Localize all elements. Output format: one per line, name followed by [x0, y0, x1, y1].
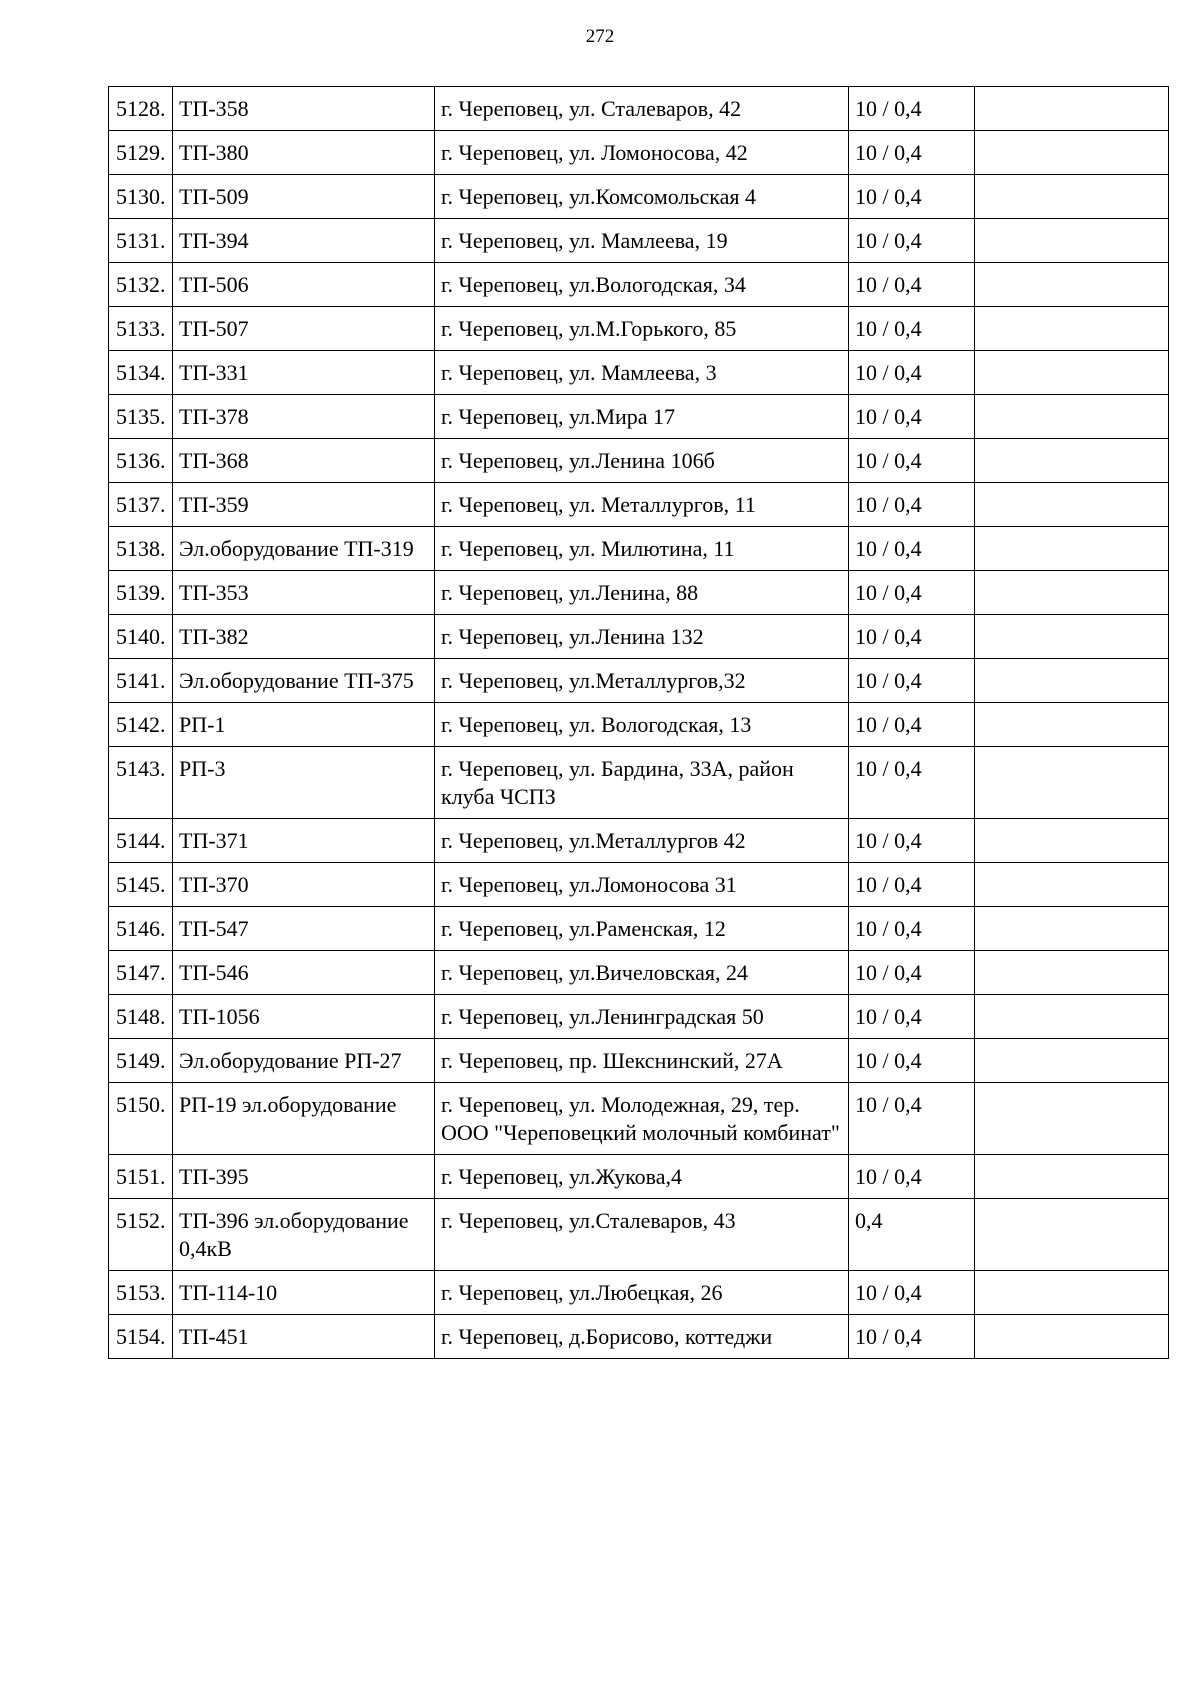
table-row [109, 1155, 1169, 1199]
table-row [109, 175, 1169, 219]
extra-cell [975, 1315, 1169, 1359]
object-name-cell: ТП-546 [173, 951, 435, 995]
voltage-cell: 10 / 0,4 [849, 263, 975, 307]
object-name-cell: ТП-368 [173, 439, 435, 483]
voltage-cell: 10 / 0,4 [849, 527, 975, 571]
row-number-cell: 5143. [109, 747, 173, 819]
voltage-cell: 10 / 0,4 [849, 747, 975, 819]
table-row [109, 863, 1169, 907]
voltage-cell: 10 / 0,4 [849, 1271, 975, 1315]
object-name-cell: ТП-509 [173, 175, 435, 219]
table-row [109, 747, 1169, 819]
row-number-cell: 5136. [109, 439, 173, 483]
extra-cell [975, 263, 1169, 307]
voltage-cell: 10 / 0,4 [849, 483, 975, 527]
table-row [109, 907, 1169, 951]
row-number-cell: 5140. [109, 615, 173, 659]
row-number-cell: 5129. [109, 131, 173, 175]
page-number: 272 [585, 26, 615, 47]
object-name-cell: ТП-358 [173, 87, 435, 131]
extra-cell [975, 995, 1169, 1039]
register-table [108, 86, 1169, 1359]
row-number-cell: 5147. [109, 951, 173, 995]
address-cell: г. Череповец, ул. Вологодская, 13 [435, 703, 849, 747]
address-cell: г. Череповец, ул.М.Горького, 85 [435, 307, 849, 351]
address-cell: г. Череповец, ул.Ленина, 88 [435, 571, 849, 615]
voltage-cell: 10 / 0,4 [849, 175, 975, 219]
row-number-cell: 5154. [109, 1315, 173, 1359]
voltage-cell: 10 / 0,4 [849, 615, 975, 659]
address-cell: г. Череповец, ул.Ленина 132 [435, 615, 849, 659]
table-row [109, 1199, 1169, 1271]
object-name-cell: Эл.оборудование РП-27 [173, 1039, 435, 1083]
row-number-cell: 5135. [109, 395, 173, 439]
voltage-cell: 10 / 0,4 [849, 995, 975, 1039]
address-cell: г. Череповец, ул. Бардина, 33А, район клуба ЧСПЗ [435, 747, 849, 819]
table-row [109, 571, 1169, 615]
voltage-cell: 10 / 0,4 [849, 1083, 975, 1155]
address-cell: г. Череповец, ул. Молодежная, 29, тер. ООО "Череповецкий молочный комбинат" [435, 1083, 849, 1155]
table-row [109, 951, 1169, 995]
extra-cell [975, 395, 1169, 439]
extra-cell [975, 131, 1169, 175]
extra-cell [975, 907, 1169, 951]
voltage-cell: 10 / 0,4 [849, 907, 975, 951]
row-number-cell: 5144. [109, 819, 173, 863]
object-name-cell: ТП-370 [173, 863, 435, 907]
table-row [109, 263, 1169, 307]
voltage-cell: 10 / 0,4 [849, 863, 975, 907]
extra-cell [975, 951, 1169, 995]
voltage-cell: 10 / 0,4 [849, 87, 975, 131]
object-name-cell: ТП-451 [173, 1315, 435, 1359]
row-number-cell: 5131. [109, 219, 173, 263]
row-number-cell: 5139. [109, 571, 173, 615]
address-cell: г. Череповец, ул. Металлургов, 11 [435, 483, 849, 527]
extra-cell [975, 819, 1169, 863]
table-row [109, 483, 1169, 527]
extra-cell [975, 615, 1169, 659]
table-row [109, 307, 1169, 351]
table-row [109, 439, 1169, 483]
voltage-cell: 10 / 0,4 [849, 307, 975, 351]
object-name-cell: ТП-507 [173, 307, 435, 351]
address-cell: г. Череповец, пр. Шекснинский, 27А [435, 1039, 849, 1083]
table-row [109, 395, 1169, 439]
address-cell: г. Череповец, ул.Вологодская, 34 [435, 263, 849, 307]
address-cell: г. Череповец, ул.Раменская, 12 [435, 907, 849, 951]
row-number-cell: 5145. [109, 863, 173, 907]
extra-cell [975, 527, 1169, 571]
address-cell: г. Череповец, ул. Мамлеева, 19 [435, 219, 849, 263]
extra-cell [975, 571, 1169, 615]
extra-cell [975, 307, 1169, 351]
voltage-cell: 10 / 0,4 [849, 439, 975, 483]
row-number-cell: 5152. [109, 1199, 173, 1271]
row-number-cell: 5141. [109, 659, 173, 703]
row-number-cell: 5142. [109, 703, 173, 747]
address-cell: г. Череповец, д.Борисово, коттеджи [435, 1315, 849, 1359]
row-number-cell: 5138. [109, 527, 173, 571]
row-number-cell: 5137. [109, 483, 173, 527]
table-row [109, 615, 1169, 659]
address-cell: г. Череповец, ул. Милютина, 11 [435, 527, 849, 571]
object-name-cell: ТП-547 [173, 907, 435, 951]
extra-cell [975, 175, 1169, 219]
address-cell: г. Череповец, ул. Ломоносова, 42 [435, 131, 849, 175]
object-name-cell: ТП-506 [173, 263, 435, 307]
table-row [109, 1083, 1169, 1155]
address-cell: г. Череповец, ул.Металлургов,32 [435, 659, 849, 703]
voltage-cell: 0,4 [849, 1199, 975, 1271]
table-row [109, 527, 1169, 571]
voltage-cell: 10 / 0,4 [849, 659, 975, 703]
extra-cell [975, 1039, 1169, 1083]
address-cell: г. Череповец, ул.Вичеловская, 24 [435, 951, 849, 995]
table-row [109, 131, 1169, 175]
table-row [109, 995, 1169, 1039]
address-cell: г. Череповец, ул.Ломоносова 31 [435, 863, 849, 907]
object-name-cell: ТП-359 [173, 483, 435, 527]
address-cell: г. Череповец, ул.Жукова,4 [435, 1155, 849, 1199]
extra-cell [975, 863, 1169, 907]
voltage-cell: 10 / 0,4 [849, 351, 975, 395]
row-number-cell: 5132. [109, 263, 173, 307]
extra-cell [975, 219, 1169, 263]
table-row [109, 819, 1169, 863]
object-name-cell: РП-19 эл.оборудование [173, 1083, 435, 1155]
extra-cell [975, 1155, 1169, 1199]
object-name-cell: ТП-396 эл.оборудование 0,4кВ [173, 1199, 435, 1271]
table-row [109, 1315, 1169, 1359]
table-row [109, 659, 1169, 703]
row-number-cell: 5133. [109, 307, 173, 351]
table-row [109, 703, 1169, 747]
extra-cell [975, 439, 1169, 483]
address-cell: г. Череповец, ул.Сталеваров, 43 [435, 1199, 849, 1271]
voltage-cell: 10 / 0,4 [849, 395, 975, 439]
extra-cell [975, 483, 1169, 527]
table-row [109, 1271, 1169, 1315]
object-name-cell: ТП-395 [173, 1155, 435, 1199]
row-number-cell: 5153. [109, 1271, 173, 1315]
address-cell: г. Череповец, ул.Металлургов 42 [435, 819, 849, 863]
address-cell: г. Череповец, ул.Любецкая, 26 [435, 1271, 849, 1315]
object-name-cell: ТП-371 [173, 819, 435, 863]
extra-cell [975, 1199, 1169, 1271]
extra-cell [975, 351, 1169, 395]
extra-cell [975, 1083, 1169, 1155]
object-name-cell: Эл.оборудование ТП-319 [173, 527, 435, 571]
object-name-cell: ТП-378 [173, 395, 435, 439]
voltage-cell: 10 / 0,4 [849, 131, 975, 175]
address-cell: г. Череповец, ул.Комсомольская 4 [435, 175, 849, 219]
extra-cell [975, 659, 1169, 703]
table-row [109, 219, 1169, 263]
row-number-cell: 5151. [109, 1155, 173, 1199]
object-name-cell: ТП-380 [173, 131, 435, 175]
row-number-cell: 5148. [109, 995, 173, 1039]
object-name-cell: РП-3 [173, 747, 435, 819]
register-table-body [109, 87, 1169, 1359]
extra-cell [975, 747, 1169, 819]
address-cell: г. Череповец, ул.Ленина 106б [435, 439, 849, 483]
object-name-cell: Эл.оборудование ТП-375 [173, 659, 435, 703]
object-name-cell: ТП-353 [173, 571, 435, 615]
object-name-cell: ТП-331 [173, 351, 435, 395]
voltage-cell: 10 / 0,4 [849, 1155, 975, 1199]
table-row [109, 1039, 1169, 1083]
voltage-cell: 10 / 0,4 [849, 951, 975, 995]
address-cell: г. Череповец, ул.Ленинградская 50 [435, 995, 849, 1039]
row-number-cell: 5150. [109, 1083, 173, 1155]
voltage-cell: 10 / 0,4 [849, 1315, 975, 1359]
voltage-cell: 10 / 0,4 [849, 219, 975, 263]
object-name-cell: ТП-1056 [173, 995, 435, 1039]
row-number-cell: 5146. [109, 907, 173, 951]
row-number-cell: 5134. [109, 351, 173, 395]
voltage-cell: 10 / 0,4 [849, 819, 975, 863]
address-cell: г. Череповец, ул. Мамлеева, 3 [435, 351, 849, 395]
voltage-cell: 10 / 0,4 [849, 703, 975, 747]
address-cell: г. Череповец, ул.Мира 17 [435, 395, 849, 439]
extra-cell [975, 1271, 1169, 1315]
object-name-cell: РП-1 [173, 703, 435, 747]
object-name-cell: ТП-382 [173, 615, 435, 659]
extra-cell [975, 703, 1169, 747]
object-name-cell: ТП-394 [173, 219, 435, 263]
voltage-cell: 10 / 0,4 [849, 1039, 975, 1083]
table-row [109, 87, 1169, 131]
address-cell: г. Череповец, ул. Сталеваров, 42 [435, 87, 849, 131]
object-name-cell: ТП-114-10 [173, 1271, 435, 1315]
row-number-cell: 5130. [109, 175, 173, 219]
table-row [109, 351, 1169, 395]
row-number-cell: 5128. [109, 87, 173, 131]
voltage-cell: 10 / 0,4 [849, 571, 975, 615]
extra-cell [975, 87, 1169, 131]
row-number-cell: 5149. [109, 1039, 173, 1083]
